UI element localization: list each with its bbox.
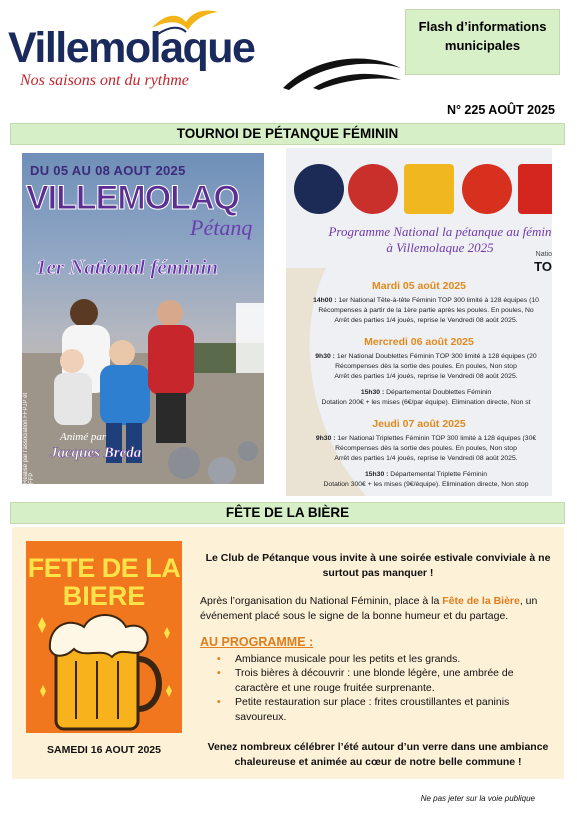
biere-poster xyxy=(26,541,182,761)
poster-anime-par: Animé par xyxy=(60,431,107,443)
logo-title: Villemolaque xyxy=(8,24,255,72)
poster-credit: Réalisé par l'association FFPJP et FFP xyxy=(23,392,35,484)
biere-paragraph: Après l’organisation du National Féminin, place à la Fête de la Bière, un événement placé sous le signe de la bonne humeur et du partage. xyxy=(200,595,538,622)
list-item: • Petite restauration sur place : frites croustillantes et paninis savoureux. xyxy=(217,695,556,724)
programme-line: Arrêt des parties 1/4 joués, reprise le Vendredi 08 août 2025. xyxy=(334,373,518,380)
logo-pyrenees-orientales xyxy=(404,164,454,214)
flash-line-2: municipales xyxy=(444,38,521,53)
issue-number: N° 225 AOÛT 2025 xyxy=(446,103,555,117)
tournoi-poster xyxy=(22,153,264,484)
programme-list xyxy=(217,652,556,725)
poster-anime-name: Jacques Breda xyxy=(50,445,142,461)
programme-heading: AU PROGRAMME : xyxy=(200,635,314,649)
section-title-biere: FÊTE DE LA BIÈRE xyxy=(10,502,565,524)
list-item: • Ambiance musicale pour les petits et les grands. xyxy=(217,652,556,667)
poster-subtitle: Pétanq xyxy=(190,215,253,240)
programme-title xyxy=(310,224,552,256)
logo-ffpjp xyxy=(462,164,512,214)
poster-national: 1er National féminin xyxy=(36,255,219,279)
logo-tagline: Nos saisons ont du rythme xyxy=(20,72,189,89)
footer-note: Ne pas jeter sur la voie publique xyxy=(420,794,535,803)
partner-logos xyxy=(294,164,552,218)
poster-name: VILLEMOLAQ xyxy=(26,179,239,217)
programme-top-label: TO xyxy=(534,259,552,274)
flash-line-1: Flash d’informations xyxy=(418,19,547,34)
programme-title-line-2: à Villemolaque 2025 xyxy=(386,240,494,255)
programme-day-1: Mardi 05 août 2025 xyxy=(372,280,466,292)
villemolaque-logo xyxy=(8,6,270,96)
biere-poster-title-1: FETE DE LA xyxy=(27,553,181,583)
programme-line: 15h30 : Départemental Triplette Féminin xyxy=(364,471,488,478)
programme-title-line-1: Programme National la pétanque au fémin xyxy=(328,224,552,239)
list-item: • Trois bières à découvrir : une blonde légère, une ambrée de caractère et une rouge fruitée surprenante. xyxy=(217,666,556,695)
biere-intro: Le Club de Pétanque vous invite à une soirée estivale conviviale à ne surtout pas manquer ! xyxy=(205,552,551,579)
flash-info-box xyxy=(405,9,560,75)
programme-line: 14h00 : 1er National Tête-à-tête Féminin TOP 300 limité à 128 équipes (10 xyxy=(313,297,539,304)
logo-petanque-catalane xyxy=(348,164,398,214)
biere-outro: Venez nombreux célébrer l’été autour d’un verre dans une ambiance chaleureuse et animée au cœur de notre belle commune ! xyxy=(207,741,549,768)
section-title-tournoi: TOURNOI DE PÉTANQUE FÉMININ xyxy=(10,123,565,145)
programme-line: Dotation 300€ + les mises (9€/équipe). Elimination directe, Non stop xyxy=(323,481,529,488)
biere-description xyxy=(200,551,556,769)
programme-line: 9h30 : 1er National Doublettes Féminin TOP 300 limité à 128 équipes (20 xyxy=(315,353,537,360)
programme-line: Arrêt des parties 1/4 joués, reprise le Vendredi 08 août 2025. xyxy=(334,455,518,462)
biere-poster-title-2: BIERE xyxy=(62,581,146,611)
programme-line: Récompenses à partir de la 1ère partie après les poules. En poules, No xyxy=(318,307,534,314)
programme-line: Dotation 200€ + les mises (6€/par équipe). Elimination directe, Non st xyxy=(321,399,531,406)
logo-villemolaque-petanque xyxy=(294,164,344,214)
programme-line: Récompenses dès la sortie des poules. En poules, Non stop xyxy=(335,445,517,452)
programme-line: Récompenses dès la sortie des poules. En poules, Non stop xyxy=(335,363,517,370)
programme-line: Arrêt des parties 1/4 joués, reprise le Vendredi 08 août 2025. xyxy=(334,317,518,324)
programme-national-label: Natio xyxy=(535,251,552,258)
biere-highlight: Fête de la Bière xyxy=(442,595,520,607)
decorative-swoosh xyxy=(283,50,401,90)
biere-poster-date: SAMEDI 16 AOUT 2025 xyxy=(47,744,161,756)
programme-line: 9h30 : 1er National Triplettes Féminin TOP 300 limité à 128 équipes (30€ xyxy=(315,435,537,442)
tournoi-programme xyxy=(286,148,552,496)
poster-dates: DU 05 AU 08 AOUT 2025 xyxy=(30,163,186,178)
programme-day-3: Jeudi 07 août 2025 xyxy=(372,418,466,430)
logo-occitanie xyxy=(518,164,552,214)
programme-line: 15h30 : Départemental Doublettes Féminin xyxy=(360,389,492,396)
programme-day-2: Mercredi 06 août 2025 xyxy=(364,336,474,348)
